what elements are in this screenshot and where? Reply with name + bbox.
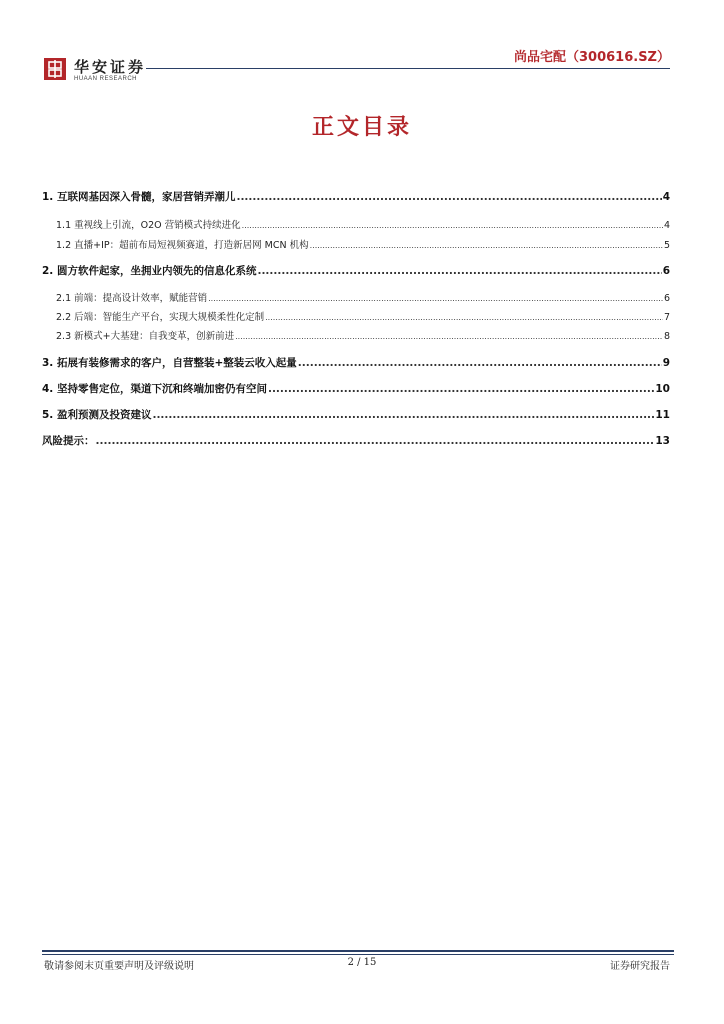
toc-leader-dots [310,240,663,251]
toc-entry-text: 2.1 前端：提高设计效率，赋能营销 [56,293,208,304]
toc-subentry[interactable] [42,290,670,304]
toc-subentry[interactable] [42,217,670,231]
footer-doc-type: 证券研究报告 [610,961,670,972]
page-header [0,0,724,90]
toc-entry-text: 4. 坚持零售定位，渠道下沉和终端加密仍有空间 [42,383,267,395]
toc-subentry[interactable] [42,309,670,323]
toc-leader-dots [96,435,655,447]
toc-entry-text: 1. 互联网基因深入骨髓，家居营销弄潮儿 [42,191,236,203]
toc-page-number: 11 [655,409,670,421]
toc-entry[interactable] [42,381,670,396]
toc-entry-text: 2.2 后端：智能生产平台，实现大规模柔性化定制 [56,312,265,323]
toc-page-number: 8 [663,331,670,342]
toc-page-number: 13 [655,435,670,447]
toc-entry-text: 1.1 重视线上引流，O2O 营销模式持续进化 [56,220,241,231]
toc-page-number: 7 [663,312,670,323]
toc-leader-dots [257,265,661,277]
toc-page-number: 5 [663,240,670,251]
toc-entry[interactable] [42,263,670,278]
logo-chinese-name: 华安证券 [74,58,147,76]
toc-page-number: 10 [655,383,670,395]
toc-entry-text: 3. 拓展有装修需求的客户，自营整装+整装云收入起量 [42,357,297,369]
footer-disclaimer: 敬请参阅末页重要声明及评级说明 [44,961,194,972]
toc-leader-dots [235,331,663,342]
toc-entry[interactable] [42,189,670,204]
toc-page-number: 6 [662,265,670,277]
toc-leader-dots [152,409,654,421]
toc-entry[interactable] [42,407,670,422]
toc-entry-text: 2. 圆方软件起家，坐拥业内领先的信息化系统 [42,265,257,277]
toc-entry[interactable] [42,355,670,370]
toc-subentry[interactable] [42,328,670,342]
page-indicator: 2 / 15 [347,957,377,968]
toc-page-number: 6 [663,293,670,304]
toc-page-number: 4 [663,220,670,231]
footer-divider [42,950,674,952]
toc-entry-text: 1.2 直播+IP：超前布局短视频赛道，打造新居网 MCN 机构 [56,240,309,251]
toc-leader-dots [265,312,663,323]
toc-entry-text: 风险提示： [42,435,95,447]
toc-leader-dots [268,383,654,395]
toc-leader-dots [208,293,663,304]
toc-page-number: 4 [662,191,670,203]
page-title: 正文目录 [311,115,412,140]
toc-leader-dots [236,191,661,203]
huaan-logo-icon [44,58,66,80]
toc-entry[interactable] [42,433,670,448]
toc-entry-text: 2.3 新模式+大基建：自我变革，创新前进 [56,331,235,342]
toc-page-number: 9 [662,357,670,369]
report-title: 尚品宅配（300616.SZ） [513,50,670,65]
toc-leader-dots [298,357,662,369]
footer-divider-thin [42,954,674,955]
toc-leader-dots [242,220,663,231]
toc-subentry[interactable] [42,237,670,251]
toc-entry-text: 5. 盈利预测及投资建议 [42,409,152,421]
header-divider [146,68,670,69]
logo-english-name: HUAAN RESEARCH [74,76,138,82]
